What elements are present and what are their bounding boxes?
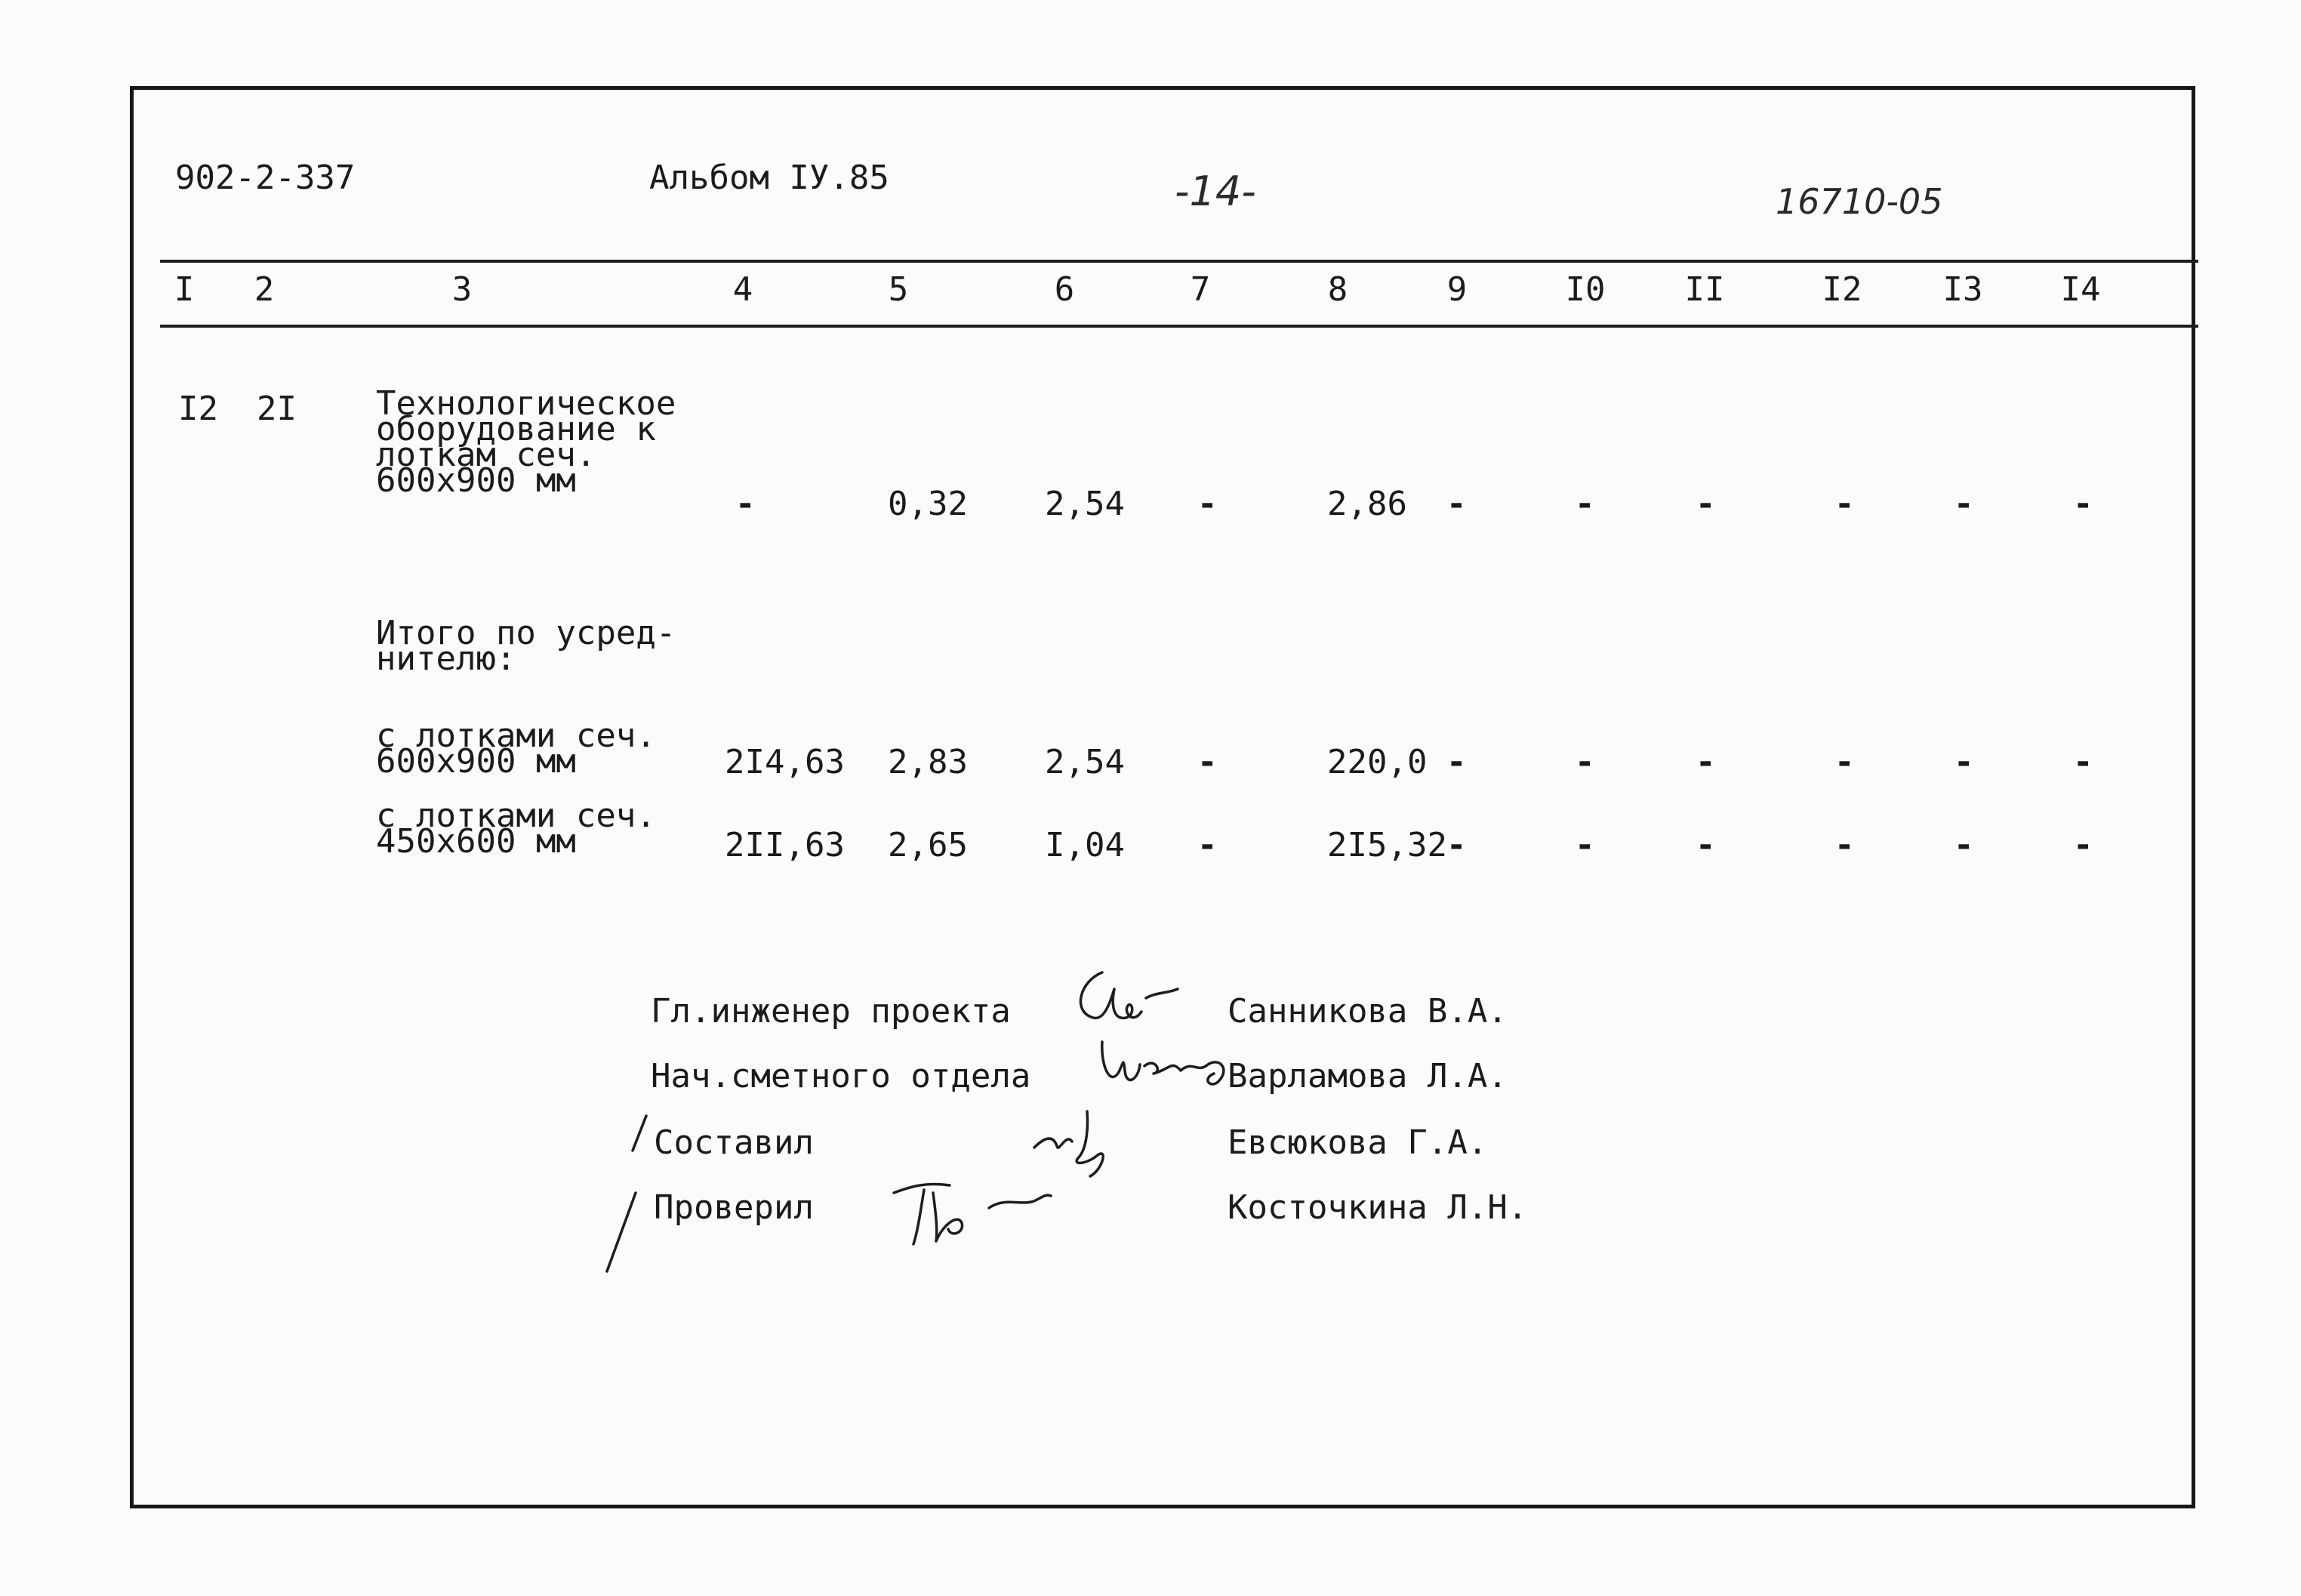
table-cell: - xyxy=(1197,743,1218,781)
table-cell: - xyxy=(1575,826,1595,864)
table-cell: - xyxy=(1575,743,1595,781)
table-cell: - xyxy=(1197,485,1218,523)
signature-name: Санникова В.А. xyxy=(1228,992,1508,1031)
column-number: I xyxy=(174,270,195,309)
row-description: Технологическое оборудование к лоткам сеч. 600х900 мм xyxy=(376,384,676,500)
table-cell: 0,32 xyxy=(888,485,968,523)
total-line-name: с лотками сеч. 600х900 мм xyxy=(376,716,656,781)
column-number: 7 xyxy=(1190,270,1211,309)
column-number: 2 xyxy=(254,270,275,309)
table-cell: - xyxy=(2073,826,2093,864)
table-cell: 2,65 xyxy=(888,826,968,864)
page-number: -14- xyxy=(1175,168,1256,215)
check-mark xyxy=(596,1110,657,1283)
table-cell: - xyxy=(1954,743,1974,781)
column-number: 9 xyxy=(1446,270,1468,309)
table-cell: - xyxy=(1197,826,1218,864)
table-cell: - xyxy=(1575,485,1595,523)
table-cell: - xyxy=(1696,485,1716,523)
table-cell: 2I5,32 xyxy=(1327,826,1447,864)
row-number: I2 xyxy=(178,390,218,428)
table-cell: 2II,63 xyxy=(725,826,845,864)
header-rule-bottom xyxy=(160,325,2198,328)
column-number: 8 xyxy=(1327,270,1348,309)
signature-role: Составил xyxy=(654,1123,814,1162)
table-cell: - xyxy=(1446,485,1467,523)
signature-name: Варламова Л.А. xyxy=(1228,1057,1508,1095)
table-cell: - xyxy=(2073,485,2093,523)
table-cell: - xyxy=(1446,743,1467,781)
table-cell: - xyxy=(735,485,756,523)
table-cell: - xyxy=(1446,826,1467,864)
column-number: 6 xyxy=(1054,270,1075,309)
table-cell: - xyxy=(1834,743,1855,781)
column-number: 5 xyxy=(888,270,909,309)
column-number: I3 xyxy=(1942,270,1983,309)
column-number: I4 xyxy=(2060,270,2101,309)
total-line-name: с лотками сеч. 450х600 мм xyxy=(376,796,656,861)
table-cell: - xyxy=(1954,826,1974,864)
column-number: I0 xyxy=(1565,270,1606,309)
table-cell: I,04 xyxy=(1045,826,1125,864)
table-cell: 220,0 xyxy=(1327,743,1428,781)
column-number: II xyxy=(1684,270,1725,309)
signature-name: Евсюкова Г.А. xyxy=(1228,1123,1488,1162)
doc-code: 902-2-337 xyxy=(175,159,356,197)
column-number: 3 xyxy=(451,270,473,309)
table-cell: 2,54 xyxy=(1045,485,1125,523)
table-cell: 2,83 xyxy=(888,743,968,781)
signature-name: Косточкина Л.Н. xyxy=(1228,1188,1528,1227)
signature-role: Нач.сметного отдела xyxy=(651,1057,1031,1095)
row-ref: 2I xyxy=(257,390,297,428)
table-cell: - xyxy=(1696,743,1716,781)
table-cell: - xyxy=(1834,826,1855,864)
column-number: I2 xyxy=(1822,270,1862,309)
table-cell: 2,86 xyxy=(1327,485,1407,523)
signature-role: Гл.инженер проекта xyxy=(651,992,1011,1031)
table-cell: - xyxy=(1954,485,1974,523)
header-rule-top xyxy=(160,260,2198,263)
reg-number: 16710-05 xyxy=(1776,181,1943,222)
table-cell: - xyxy=(2073,743,2093,781)
table-cell: 2,54 xyxy=(1045,743,1125,781)
signature-mark xyxy=(1080,1027,1246,1110)
album-label: Альбом IУ.85 xyxy=(649,159,889,197)
column-number: 4 xyxy=(732,270,753,309)
table-cell: 2I4,63 xyxy=(725,743,845,781)
table-cell: - xyxy=(1696,826,1716,864)
table-cell: - xyxy=(1834,485,1855,523)
signature-mark xyxy=(883,1163,1080,1261)
signature-role: Проверил xyxy=(654,1188,814,1227)
total-label: Итого по усред- нителю: xyxy=(376,614,676,678)
